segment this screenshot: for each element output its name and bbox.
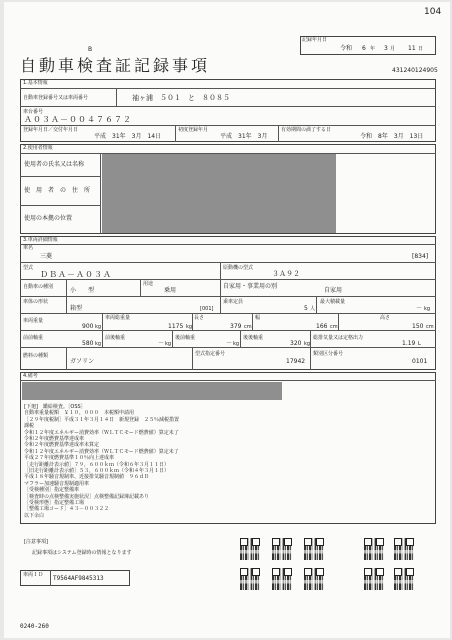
capacity-label: 乗車定員 [223, 299, 244, 305]
max-load-label: 最大積載量 [320, 299, 346, 305]
use-label: 用途 [143, 281, 154, 287]
remarks-line: [下廻] 鑑給検査。［OSS］ [24, 404, 86, 410]
shape-value: 箱型 [70, 305, 83, 312]
owner-redaction [102, 154, 336, 233]
displacement-label: 総排気量又は定格出力 [313, 335, 364, 341]
fr-axle-label: 前後軸重 [105, 335, 126, 341]
reg-number-label: 自動車登録番号又は車両番号 [23, 95, 89, 101]
shape-label: 車体の形状 [23, 299, 49, 305]
max-load-unit: kg [424, 306, 431, 312]
qr-code-7 [364, 538, 384, 560]
displacement-value: 1.19 [402, 340, 416, 347]
remarks-line: ［検査時の点検整備実施状況］点検整備記録簿記載あり [24, 493, 150, 500]
first-reg-value: 平成 31年 3月 14日 [94, 133, 162, 140]
remarks-line: 令和１２年度エネルギー消費効率（ＷＬＴＣモード燃費値）算定未了 [24, 429, 179, 436]
kind-label: 自動車の種別 [23, 284, 54, 290]
rf-axle-unit: kg [233, 341, 240, 347]
record-date-month: 3 [384, 45, 388, 52]
width-value: 166 [316, 323, 328, 330]
model-value: ＤＢＡ－Ａ０３Ａ [40, 270, 112, 279]
remarks-line: 平成２７年度燃費基準１０％向上達成車 [24, 455, 115, 462]
remarks-line: ［受検形態］指定整備工場 [24, 500, 85, 506]
length-unit: cm [244, 324, 252, 330]
qr-code-2 [272, 538, 292, 560]
remarks-line: ［旧走行距離計表示値］５３，６００ｋｍ（令和４年３月１日） [24, 468, 170, 474]
record-date-era: 令和 [340, 45, 353, 52]
record-date-day: 11 [408, 45, 416, 52]
model-label: 型式 [23, 265, 34, 271]
remarks-line: 令和２年度燃費基準達成車 [24, 436, 85, 442]
document-mark: B [88, 46, 93, 53]
remarks-section-title: 4.備考 [23, 373, 38, 379]
capacity-unit: 人 [310, 306, 316, 312]
type-number-value: 17942 [286, 358, 306, 365]
expiry-label: 有効期間の満了する日 [281, 127, 332, 133]
expiry-value: 令和 8年 3月 13日 [360, 133, 424, 140]
rr-axle-unit: kg [304, 341, 311, 347]
maker-value: 三菱 [40, 253, 53, 260]
record-date-label: 記録年月日 [302, 37, 328, 43]
engine-label: 原動機の型式 [223, 265, 254, 271]
owner-address-label: 使 用 者 の 住 所 [24, 187, 91, 194]
gross-label: 車両総重量 [105, 315, 131, 321]
vehicle-section-title: 3.車両詳細情報 [23, 237, 58, 243]
handwritten-number: 104 [424, 7, 442, 17]
car-number-value: Ａ０３Ａ－００４７６７２ [24, 115, 132, 124]
first-year-label: 初度登録年月 [178, 127, 209, 133]
remarks-line: ［受検種別］指定整備車 [24, 487, 80, 494]
notice-text: 記録事項はシステム登録時の情報となります [32, 550, 132, 556]
first-reg-label: 登録年月日／交付年月日 [23, 127, 79, 133]
capacity-value: 5 [304, 305, 308, 312]
inspection-record-sheet [4, 2, 450, 638]
remarks-line: 以下余白 [24, 512, 45, 519]
reg-number-value: 袖ヶ浦 ５０１ と ８０８５ [132, 94, 230, 102]
remarks-line: ［整備工場コード］４３－００３２２ [24, 506, 110, 513]
displacement-unit: L [418, 341, 421, 347]
weight-label: 車両重量 [23, 318, 44, 324]
max-load-value: － [416, 305, 423, 312]
rr-axle-value: 320 [290, 340, 302, 347]
qr-code-10 [394, 568, 414, 590]
record-date-year-unit: 年 [370, 46, 376, 52]
qr-code-3 [304, 538, 324, 560]
height-unit: cm [426, 324, 434, 330]
kind-value: 小 型 [70, 287, 95, 294]
qr-code-4 [240, 568, 260, 590]
qr-code-9 [364, 568, 384, 590]
type-number-label: 型式指定番号 [195, 351, 226, 357]
use-value: 乗用 [164, 287, 177, 294]
qr-code-6 [304, 568, 324, 590]
rf-axle-label: 後前軸重 [175, 335, 196, 341]
document-title: 自動車検査証記録事項 [20, 56, 211, 75]
width-label: 幅 [255, 315, 261, 321]
remarks-line: 課税 [24, 423, 35, 430]
gross-unit: kg [186, 324, 193, 330]
ff-axle-unit: kg [95, 341, 102, 347]
remarks-redaction [22, 382, 282, 400]
footer-code: 0240-260 [20, 623, 49, 630]
maker-code: [834] [412, 253, 429, 260]
fuel-value: ガソリン [70, 358, 95, 365]
vehicle-id-label: 車両ＩＤ [23, 572, 44, 578]
remarks-line: 自動車重量税額 ￥１０，０００ 本税額申請用 [24, 410, 135, 417]
remarks-line: 平成１８年騒音規制車、近接排気騒音規制値 ９６ｄＢ [24, 474, 150, 481]
record-date-year: 6 [362, 45, 366, 52]
car-number-label: 車台番号 [23, 109, 44, 115]
engine-value: ３Ａ９２ [272, 270, 300, 278]
width-unit: cm [330, 324, 338, 330]
fuel-label: 燃料の種類 [23, 353, 49, 359]
notice-title: [注意事項] [24, 539, 48, 545]
length-value: 379 [230, 323, 242, 330]
owner-section-title: 2.使用者情報 [23, 145, 53, 151]
remarks-line: ［走行距離計表示値］７９，６００ｋｍ（令和６年３月１１日） [24, 461, 170, 468]
document-serial: 431240124905 [392, 67, 438, 74]
ff-axle-label: 前前軸重 [23, 335, 44, 341]
private-label: 自家用・事業用の別 [223, 283, 278, 290]
fr-axle-value: － [158, 340, 165, 347]
record-date-day-unit: 日 [418, 46, 424, 52]
class-number-label: 類別区分番号 [313, 351, 344, 357]
length-label: 長さ [194, 315, 205, 321]
private-value: 自家用 [324, 287, 343, 294]
remarks-line: ［２９年度税制］平成３１年３月１４日 新規登録 ２５％減税措置 [24, 416, 180, 423]
owner-name-label: 使用者の氏名又は名称 [24, 161, 85, 168]
first-year-value: 平成 31年 3月 [220, 133, 268, 140]
qr-code-1 [240, 538, 260, 560]
basic-section-title: 1.基本情報 [23, 80, 48, 86]
remarks-line: マフラー加速騒音規制適用車 [24, 480, 90, 487]
maker-label: 車名 [23, 245, 34, 251]
shape-code: [001] [200, 306, 214, 312]
record-date-month-unit: 月 [390, 46, 396, 52]
rf-axle-value: － [226, 340, 233, 347]
qr-code-8 [394, 538, 414, 560]
rr-axle-label: 後後軸重 [243, 335, 264, 341]
class-number-value: 0101 [412, 358, 428, 365]
height-value: 150 [412, 323, 424, 330]
weight-value: 900 [82, 323, 94, 330]
fr-axle-unit: kg [165, 341, 172, 347]
ff-axle-value: 580 [82, 340, 94, 347]
height-label: 高さ [380, 315, 391, 321]
remarks-line: 令和１２年度エネルギー消費効率（ＷＬＴＣモード燃費値）算定未了 [24, 448, 179, 455]
vehicle-id-value: T9564AF9845313 [53, 575, 104, 582]
base-location-label: 使用の本拠の位置 [24, 215, 73, 222]
qr-code-5 [272, 568, 292, 590]
gross-value: 1175 [168, 323, 184, 330]
weight-unit: kg [95, 324, 102, 330]
remarks-line: 令和２年度燃費基準達成率未算定 [24, 442, 100, 449]
